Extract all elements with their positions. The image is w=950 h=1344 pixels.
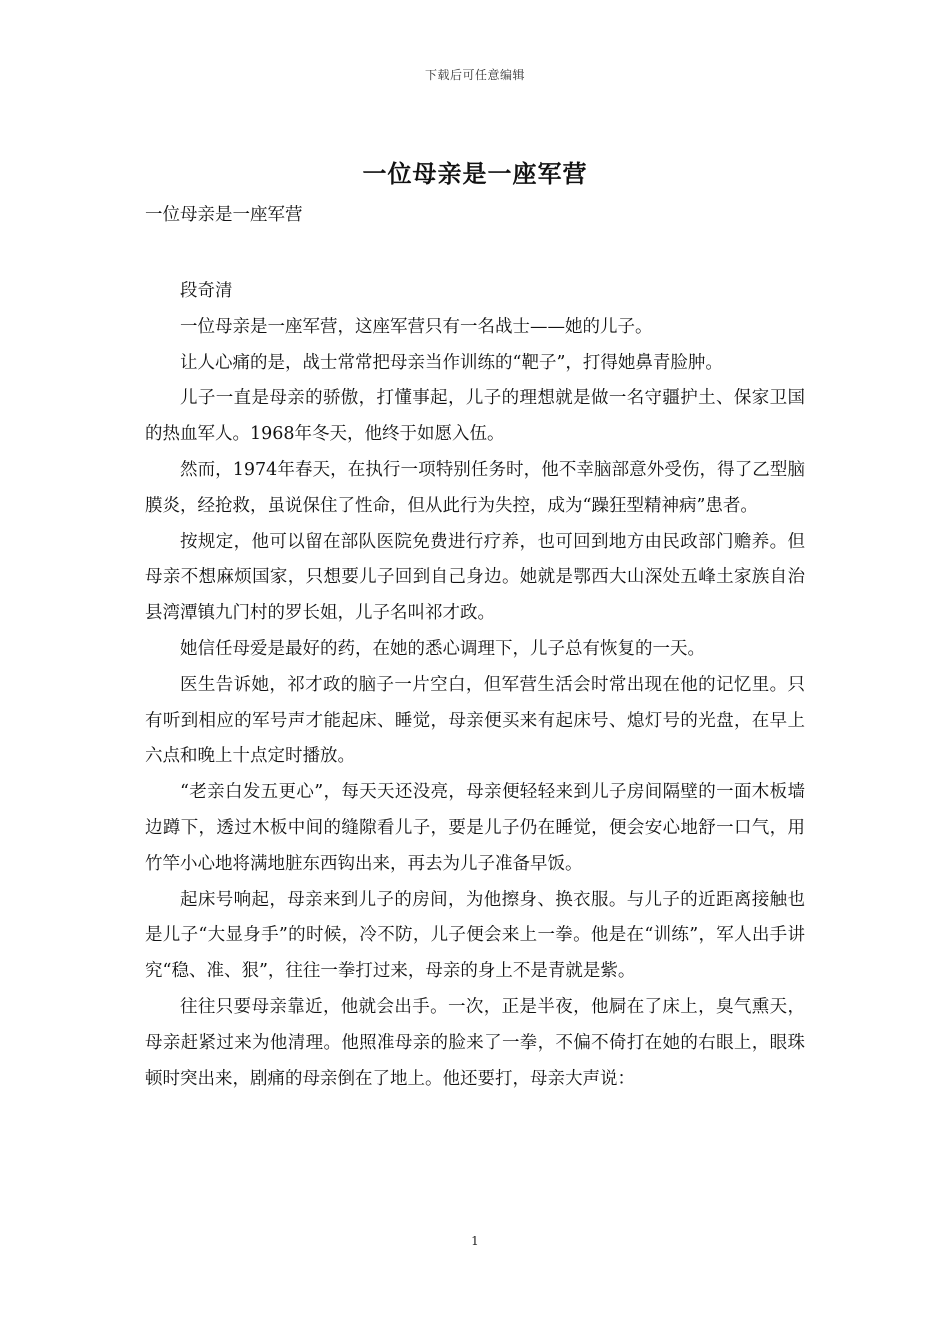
document-title: 一位母亲是一座军营 — [362, 159, 588, 188]
paragraph: 她信任母爱是最好的药，在她的悉心调理下，儿子总有恢复的一天。 — [180, 638, 705, 659]
paragraph: 然而，1974年春天，在执行一项特别任务时，他不幸脑部意外受伤，得了乙型脑膜炎，经抢救，虽说保住了性命，但从此行为失控，成为“躁狂型精神病”患者。 — [145, 459, 805, 516]
paragraph: 儿子一直是母亲的骄傲，打懂事起，儿子的理想就是做一名守疆护土、保家卫国的热血军人。1968年冬天，他终于如愿入伍。 — [145, 388, 805, 445]
paragraph: 起床号响起，母亲来到儿子的房间，为他擦身、换衣服。与儿子的近距离接触也是儿子“大显身手”的时候，冷不防，儿子便会来上一拳。他是在“训练”，军人出手讲究“稳、准、狠”，往往一拳打过来，母亲的身上不是青就是紫。 — [145, 889, 805, 982]
author-line: 段奇清 — [180, 281, 233, 301]
paragraph: 医生告诉她，祁才政的脑子一片空白，但军营生活会时常出现在他的记忆里。只有听到相应的军号声才能起床、睡觉，母亲便买来有起床号、熄灯号的光盘，在早上六点和晚上十点定时播放。 — [145, 674, 805, 767]
paragraph: 让人心痛的是，战士常常把母亲当作训练的“靶子”，打得她鼻青脸肿。 — [180, 352, 723, 373]
paragraph: “老亲白发五更心”，每天天还没亮，母亲便轻轻来到儿子房间隔壁的一面木板墙边蹲下，透过木板中间的缝隙看儿子，要是儿子仍在睡觉，便会安心地舒一口气，用竹竿小心地将满地脏东西钩出来，再去为儿子准备早饭。 — [145, 782, 805, 874]
document-subtitle: 一位母亲是一座军营 — [145, 205, 303, 225]
paragraph: 按规定，他可以留在部队医院免费进行疗养，也可回到地方由民政部门赡养。但母亲不想麻烦国家，只想要儿子回到自己身边。她就是鄂西大山深处五峰土家族自治县湾潭镇九门村的罗长姐，儿子名叫祁才政。 — [145, 531, 805, 624]
page-number: 1 — [471, 1234, 479, 1248]
paragraph: 往往只要母亲靠近，他就会出手。一次，正是半夜，他屙在了床上，臭气熏天，母亲赶紧过来为他清理。他照准母亲的脸来了一拳，不偏不倚打在她的右眼上，眼珠顿时突出来，剧痛的母亲倒在了地上。他还要打，母亲大声说： — [145, 996, 805, 1089]
article-body — [145, 274, 805, 1097]
paragraph: 一位母亲是一座军营，这座军营只有一名战士——她的儿子。 — [180, 316, 653, 337]
header-note: 下载后可任意编辑 — [424, 68, 525, 82]
